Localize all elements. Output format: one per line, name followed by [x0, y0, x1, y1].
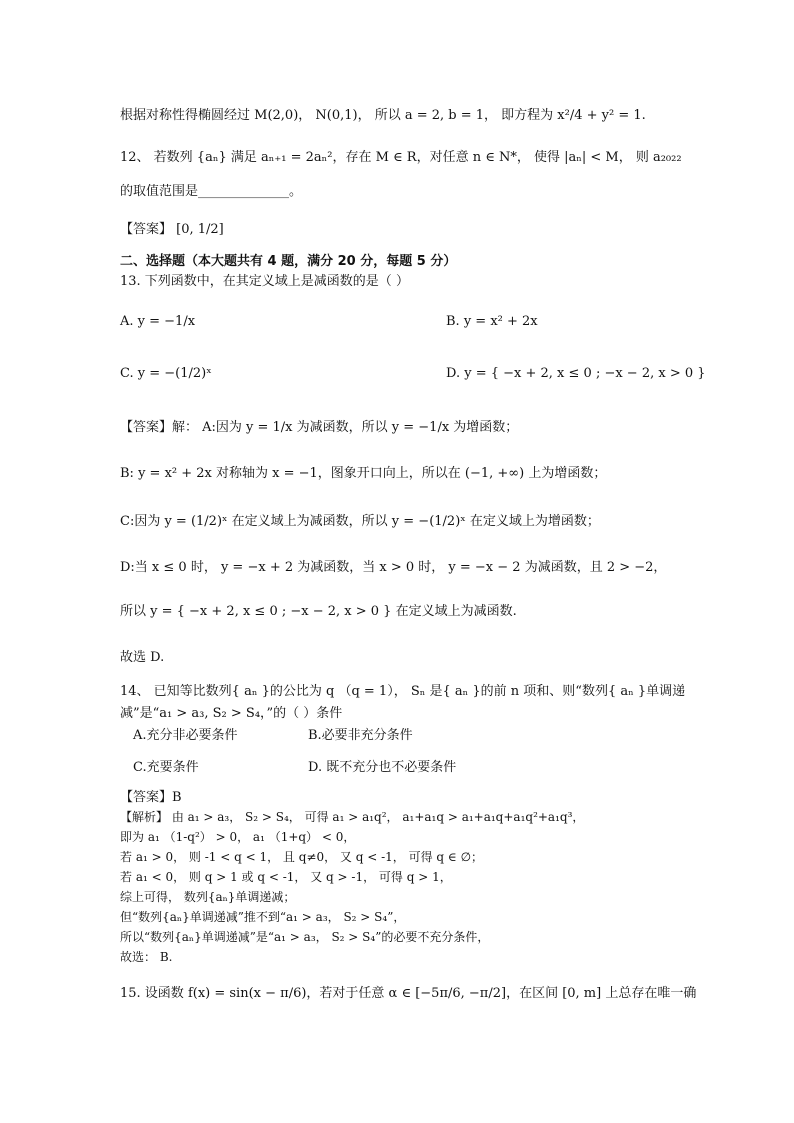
- text-line-l30: 所以“数列{aₙ}单调递减”是“a₁ > a₃， S₂ > S₄”的必要不充分条件，: [120, 930, 490, 944]
- text-line-l18: 减”是“a₁ > a₃, S₂ > S₄，”的（ ）条件: [120, 706, 343, 721]
- text-line-l03: 的取值范围是______________。: [120, 184, 303, 199]
- text-line-l05: 二、选择题（本大题共有 4 题，满分 20 分，每题 5 分）: [120, 254, 457, 269]
- text-line-l16: 故选 D.: [120, 650, 165, 665]
- text-line-l12: B: y = x² + 2x 对称轴为 x = −1，图象开口向上，所以在 (−1, +∞) 上为增函数；: [120, 466, 607, 481]
- text-line-l13: C:因为 y = (1/2)ˣ 在定义域上为减函数，所以 y = −(1/2)ˣ 在定义域上为增函数；: [120, 514, 600, 529]
- text-line-l15: 所以 y = { −x + 2, x ≤ 0 ; −x − 2, x > 0 } 在定义域上为减函数.: [120, 604, 517, 619]
- text-line-l10: D. y = { −x + 2, x ≤ 0 ; −x − 2, x > 0 }: [446, 366, 706, 381]
- text-line-l07: A. y = −1/x: [120, 314, 196, 329]
- text-line-l17: 14、 已知等比数列{ aₙ }的公比为 q （q = 1）， Sₙ 是{ aₙ }的前 n 项和、则“数列{ aₙ }单调递: [120, 684, 686, 699]
- text-line-l11: 【答案】解： A:因为 y = 1/x 为减函数，所以 y = −1/x 为增函数；: [120, 420, 519, 435]
- text-line-l04: 【答案】 [0, 1/2]: [120, 222, 224, 237]
- text-line-l02: 12、 若数列 {aₙ} 满足 aₙ₊₁ = 2aₙ²，存在 M ∈ R，对任意 n ∈ N*， 使得 |aₙ| < M， 则 a₂₀₂₂: [120, 150, 682, 165]
- text-line-l29: 但“数列{aₙ}单调递减”推不到“a₁ > a₃， S₂ > S₄”，: [120, 910, 406, 924]
- text-line-l06: 13. 下列函数中，在其定义域上是减函数的是（ ）: [120, 274, 409, 289]
- text-line-l23: 【答案】B: [120, 790, 182, 805]
- text-line-l27: 若 a₁ < 0， 则 q > 1 或 q < -1， 又 q > -1， 可得 q > 1，: [120, 870, 452, 884]
- text-line-l22: D. 既不充分也不必要条件: [308, 760, 457, 775]
- text-line-l01: 根据对称性得椭圆经过 M(2,0)， N(0,1)， 所以 a = 2, b = 1， 即方程为 x²/4 + y² = 1.: [120, 108, 646, 123]
- text-line-l21: C.充要条件: [133, 760, 199, 775]
- text-line-l25: 即为 a₁ （1-q²） > 0， a₁ （1+q） < 0，: [120, 830, 356, 844]
- text-line-l31: 故选： B.: [120, 950, 173, 964]
- text-line-l24: 【解析】 由 a₁ > a₃， S₂ > S₄， 可得 a₁ > a₁q²， a₁+a₁q > a₁+a₁q+a₁q²+a₁q³，: [120, 810, 585, 824]
- text-line-l28: 综上可得， 数列{aₙ}单调递减；: [120, 890, 296, 904]
- text-line-l14: D:当 x ≤ 0 时， y = −x + 2 为减函数，当 x > 0 时， y = −x − 2 为减函数，且 2 > −2，: [120, 560, 667, 575]
- text-line-l08: B. y = x² + 2x: [446, 314, 538, 329]
- text-line-l26: 若 a₁ > 0， 则 -1 < q < 1， 且 q≠0， 又 q < -1， 可得 q ∈ ∅；: [120, 850, 484, 864]
- text-line-l32: 15. 设函数 f(x) = sin(x − π/6)，若对于任意 α ∈ [−5π/6, −π/2]，在区间 [0, m] 上总存在唯一确: [120, 986, 697, 1001]
- text-line-l19: A.充分非必要条件: [133, 728, 238, 743]
- text-line-l20: B.必要非充分条件: [308, 728, 413, 743]
- text-line-l09: C. y = −(1/2)ˣ: [120, 366, 212, 381]
